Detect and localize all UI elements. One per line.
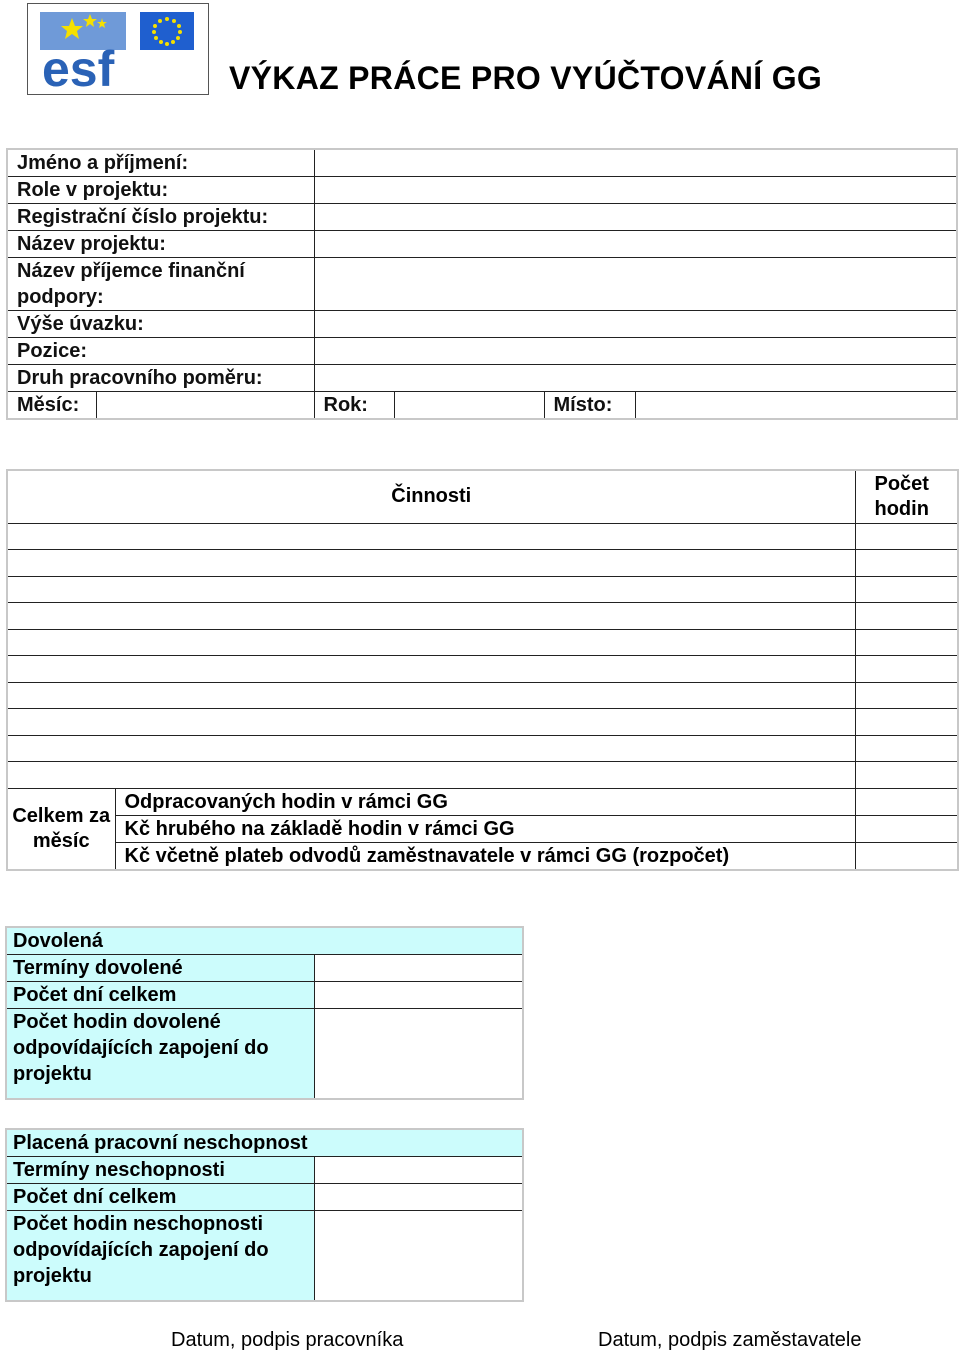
sick-leave-dates-field[interactable] <box>314 1157 523 1184</box>
vacation-dates-label: Termíny dovolené <box>6 955 314 982</box>
info-row <box>7 149 957 177</box>
info-label-recipient: Název příjemce finanční podpory: <box>7 258 314 311</box>
vacation-days-label: Počet dní celkem <box>6 982 314 1009</box>
activity-row <box>7 603 958 630</box>
activity-row <box>7 682 958 709</box>
info-row <box>7 365 957 392</box>
activity-row <box>7 656 958 683</box>
activity-row <box>7 523 958 550</box>
info-row <box>7 258 957 311</box>
activities-header-row <box>7 470 958 523</box>
sick-leave-hours-field[interactable] <box>314 1211 523 1301</box>
activity-cell[interactable] <box>7 709 855 736</box>
activity-cell[interactable] <box>7 735 855 762</box>
info-label-employment-type: Druh pracovního poměru: <box>7 365 314 392</box>
role-field[interactable] <box>314 177 957 204</box>
worker-signature-label: Datum, podpis pracovníka <box>171 1329 404 1351</box>
vacation-title: Dovolená <box>6 927 523 955</box>
total-budget-label: Kč včetně plateb odvodů zaměstnavatele v rámci GG (rozpočet) <box>115 842 855 870</box>
hours-column-header: Počet hodin <box>855 470 958 523</box>
hours-cell[interactable] <box>855 762 958 789</box>
info-label-workload: Výše úvazku: <box>7 311 314 338</box>
hours-cell[interactable] <box>855 656 958 683</box>
sick-leave-table <box>5 1128 524 1302</box>
activity-cell[interactable] <box>7 523 855 550</box>
position-field[interactable] <box>314 338 957 365</box>
info-row <box>7 177 957 204</box>
page-title: VÝKAZ PRÁCE PRO VYÚČTOVÁNÍ GG <box>229 60 823 96</box>
info-row-date <box>7 392 957 420</box>
hours-cell[interactable] <box>855 629 958 656</box>
hours-cell[interactable] <box>855 603 958 630</box>
info-label-reg-number: Registrační číslo projektu: <box>7 204 314 231</box>
activity-row <box>7 709 958 736</box>
employment-type-field[interactable] <box>314 365 957 392</box>
total-gross-cell[interactable] <box>855 815 958 842</box>
info-label-position: Pozice: <box>7 338 314 365</box>
info-row <box>7 311 957 338</box>
hours-cell[interactable] <box>855 523 958 550</box>
total-gross-label: Kč hrubého na základě hodin v rámci GG <box>115 815 855 842</box>
activity-cell[interactable] <box>7 550 855 577</box>
total-row <box>7 815 958 842</box>
info-row <box>7 338 957 365</box>
total-row <box>7 842 958 870</box>
info-row <box>7 204 957 231</box>
info-label-name: Jméno a příjmení: <box>7 149 314 177</box>
sick-leave-days-field[interactable] <box>314 1184 523 1211</box>
month-label: Měsíc: <box>7 392 96 420</box>
total-budget-cell[interactable] <box>855 842 958 870</box>
activity-row <box>7 762 958 789</box>
activity-cell[interactable] <box>7 603 855 630</box>
reg-number-field[interactable] <box>314 204 957 231</box>
activity-cell[interactable] <box>7 576 855 603</box>
activity-row <box>7 735 958 762</box>
info-row <box>7 231 957 258</box>
project-name-field[interactable] <box>314 231 957 258</box>
vacation-table <box>5 926 524 1100</box>
hours-cell[interactable] <box>855 682 958 709</box>
place-label: Místo: <box>544 392 635 420</box>
year-field[interactable] <box>394 392 544 420</box>
vacation-hours-label: Počet hodin dovolené odpovídajících zapojení do projektu <box>6 1009 314 1099</box>
activity-cell[interactable] <box>7 682 855 709</box>
total-hours-cell[interactable] <box>855 788 958 815</box>
hours-cell[interactable] <box>855 735 958 762</box>
place-field[interactable] <box>635 392 957 420</box>
sick-leave-title: Placená pracovní neschopnost <box>6 1129 523 1157</box>
activity-row <box>7 576 958 603</box>
info-label-role: Role v projektu: <box>7 177 314 204</box>
activity-cell[interactable] <box>7 656 855 683</box>
svg-text:esf: esf <box>42 41 115 94</box>
vacation-hours-field[interactable] <box>314 1009 523 1099</box>
activity-cell[interactable] <box>7 762 855 789</box>
workload-field[interactable] <box>314 311 957 338</box>
total-hours-label: Odpracovaných hodin v rámci GG <box>115 788 855 815</box>
vacation-dates-field[interactable] <box>314 955 523 982</box>
activities-table <box>6 469 959 871</box>
employer-signature-label: Datum, podpis zaměstavatele <box>598 1329 862 1351</box>
total-row <box>7 788 958 815</box>
sick-leave-dates-label: Termíny neschopnosti <box>6 1157 314 1184</box>
activity-cell[interactable] <box>7 629 855 656</box>
activities-column-header: Činnosti <box>7 470 855 523</box>
year-label: Rok: <box>314 392 394 420</box>
name-field[interactable] <box>314 149 957 177</box>
hours-cell[interactable] <box>855 709 958 736</box>
vacation-days-field[interactable] <box>314 982 523 1009</box>
total-label: Celkem za měsíc <box>7 788 115 870</box>
sick-leave-days-label: Počet dní celkem <box>6 1184 314 1211</box>
activity-row <box>7 629 958 656</box>
employee-info-table <box>6 148 958 420</box>
hours-cell[interactable] <box>855 576 958 603</box>
hours-cell[interactable] <box>855 550 958 577</box>
info-label-project-name: Název projektu: <box>7 231 314 258</box>
recipient-field[interactable] <box>314 258 957 311</box>
sick-leave-hours-label: Počet hodin neschopnosti odpovídajících zapojení do projektu <box>6 1211 314 1301</box>
esf-logo-graphic <box>28 4 208 94</box>
esf-logo <box>27 3 209 95</box>
activity-row <box>7 550 958 577</box>
month-field[interactable] <box>96 392 314 420</box>
